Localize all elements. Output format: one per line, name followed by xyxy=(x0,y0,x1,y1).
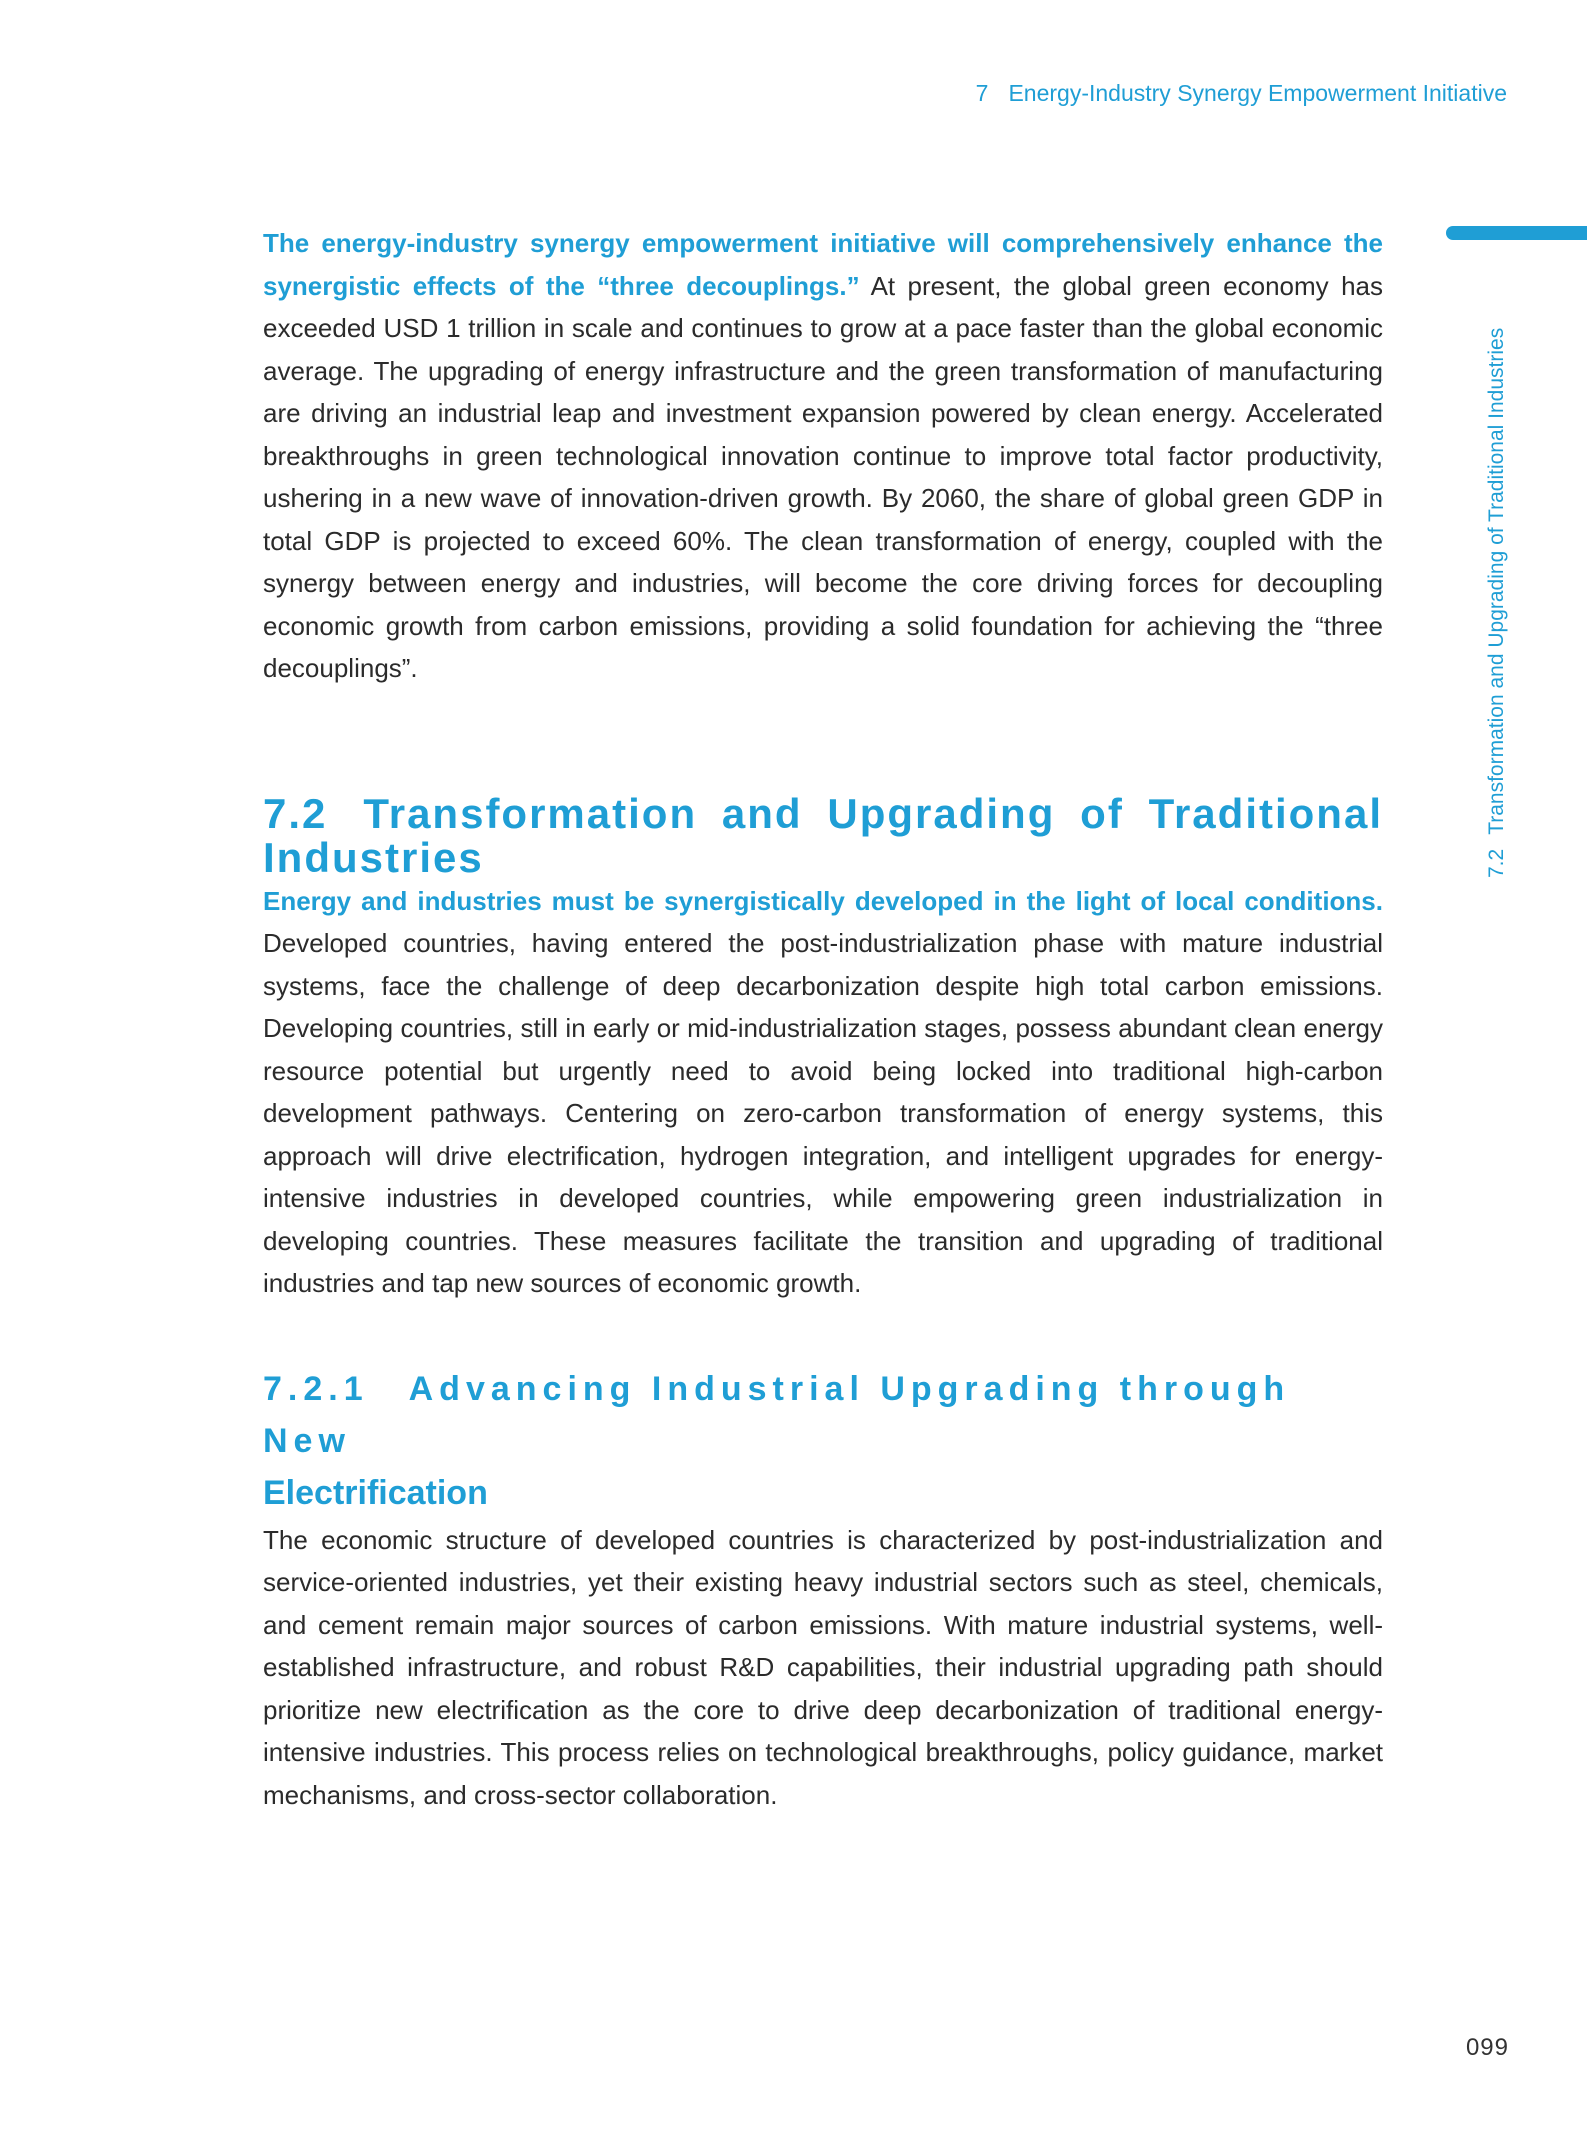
subsection-title-line1: Advancing Industrial Upgrading through New xyxy=(263,1369,1291,1460)
section-title: Transformation and Upgrading of Traditional Industries xyxy=(263,789,1383,881)
side-section-label xyxy=(1485,258,1509,878)
section-text: Developed countries, having entered the post-industrialization phase with mature industrial systems, face the challenge of deep decarbonization despite high total carbon emissions. Developing countries, still in early or mid-industrialization stages, possess abundant clean energy resource potential but urgently need to avoid being locked into traditional high-carbon development pathways. Centering on zero-carbon transformation of energy systems, this approach will drive electrification, hydrogen integration, and intelligent upgrades for energy-intensive industries in developed countries, while empowering green industrialization in developing countries. These measures facilitate the transition and upgrading of traditional industries and tap new sources of economic growth. xyxy=(263,928,1383,1298)
intro-paragraph xyxy=(263,222,1383,690)
side-section-title: Transformation and Upgrading of Traditional Industries xyxy=(1485,327,1508,835)
section-number: 7.2 xyxy=(263,789,328,837)
side-tab-marker xyxy=(1446,226,1587,240)
intro-text: At present, the global green economy has exceeded USD 1 trillion in scale and continues to grow at a pace faster than the global economic average. The upgrading of energy infrastructure and the green transformation of manufacturing are driving an industrial leap and investment expansion powered by clean energy. Accelerated breakthroughs in green technological innovation continue to improve total factor productivity, ushering in a new wave of innovation-driven growth. By 2060, the share of global green GDP in total GDP is projected to exceed 60%. The clean transformation of energy, coupled with the synergy between energy and industries, will become the core driving forces for decoupling economic growth from carbon emissions, providing a solid foundation for achieving the “three decouplings”. xyxy=(263,270,1383,683)
running-header xyxy=(976,80,1507,107)
subsection-title-line2: Electrification xyxy=(263,1473,488,1512)
side-section-number: 7.2 xyxy=(1485,848,1508,878)
chapter-title: Energy-Industry Synergy Empowerment Initiative xyxy=(1008,80,1507,106)
section-heading xyxy=(263,789,1383,881)
chapter-number: 7 xyxy=(975,80,989,106)
section-paragraph xyxy=(263,880,1383,1305)
subsection-number: 7.2.1 xyxy=(263,1369,369,1408)
page-content xyxy=(263,222,1383,1816)
subsection-paragraph: The economic structure of developed countries is characterized by post-industrialization and service-oriented industries, yet their existing heavy industrial sectors such as steel, chemicals, and cement remain major sources of carbon emissions. With mature industrial systems, well-established infrastructure, and robust R&D capabilities, their industrial upgrading path should prioritize new electrification as the core to drive deep decarbonization of traditional energy-intensive industries. This process relies on technological breakthroughs, policy guidance, market mechanisms, and cross-sector collaboration. xyxy=(263,1524,1383,1810)
section-lead: Energy and industries must be synergistically developed in the light of local conditions. xyxy=(263,885,1383,916)
page-number: 099 xyxy=(1465,2034,1509,2061)
intro-lead: The energy-industry synergy empowerment initiative will comprehensively enhance the synergistic effects of the “three decouplings.” xyxy=(263,228,1383,301)
subsection-heading xyxy=(263,1363,1383,1519)
